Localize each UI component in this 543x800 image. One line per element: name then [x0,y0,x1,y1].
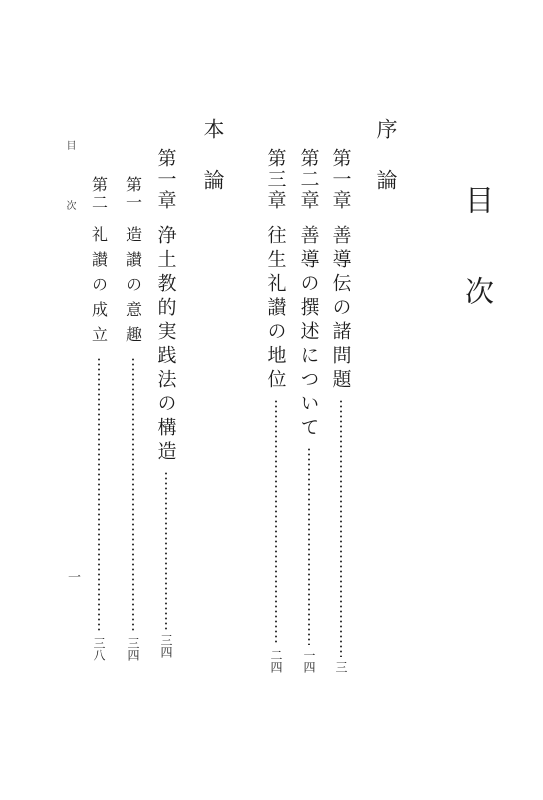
toc-chapter-label: 第一章 [329,148,352,211]
toc-page-number: 三四 [159,634,173,658]
folio-page-number: 一 [65,570,80,583]
toc-entry-title: 造讃の意趣 [123,226,143,351]
toc-entry-title: 礼讃の成立 [89,226,109,351]
toc-entry-title: 善導伝の諸問題 [329,225,352,393]
toc-entry-title: 往生礼讃の地位 [264,225,287,393]
section-heading-preface: 序論 [374,118,398,220]
toc-subentry[interactable] [88,176,110,661]
dot-leader [165,471,167,630]
toc-page-number: 三八 [92,637,106,661]
toc-subentry[interactable] [122,176,144,661]
toc-chapter-label: 第一章 [154,148,177,211]
toc-entry[interactable] [297,148,321,673]
toc-page-number: 三 [334,661,348,673]
toc-page-number: 三四 [126,637,140,661]
dot-leader [98,357,100,633]
running-head: 目次 [64,140,75,260]
dot-leader [340,399,342,657]
toc-entry-title: 善導の撰述について [297,225,320,441]
toc-page-number: 一四 [302,649,316,673]
dot-leader [132,357,134,633]
toc-page-number: 二四 [269,649,283,673]
toc-chapter-label: 第二章 [297,148,320,211]
page-title: 目次 [461,185,495,367]
toc-entry-title: 浄土教的実践法の構造 [154,225,177,465]
toc-entry[interactable] [329,148,353,673]
toc-entry[interactable] [264,148,288,673]
toc-entry[interactable] [154,148,178,658]
toc-chapter-label: 第三章 [264,148,287,211]
section-heading-main: 本論 [201,118,225,220]
dot-leader [275,399,277,645]
toc-section-label: 第二 [89,176,109,212]
dot-leader [308,447,310,645]
toc-section-label: 第一 [123,176,143,212]
